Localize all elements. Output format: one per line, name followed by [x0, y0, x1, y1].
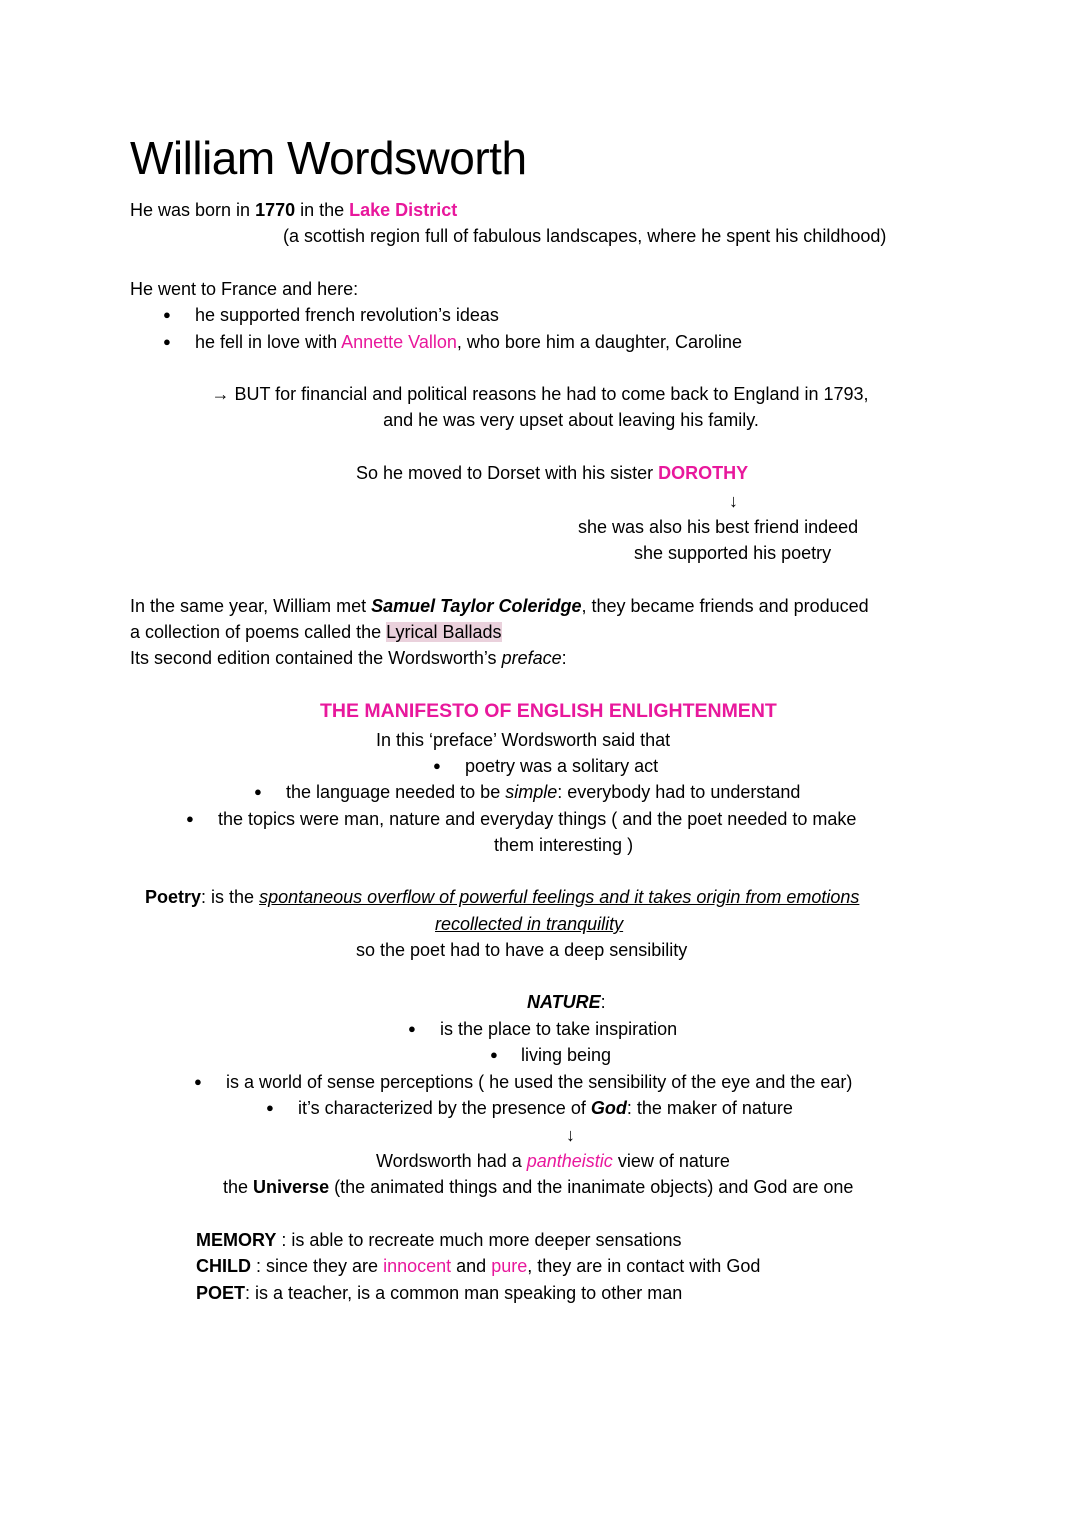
poetry-pre: : is the — [201, 887, 260, 907]
bullet-icon: ● — [254, 784, 262, 799]
nature-colon: : — [600, 992, 606, 1012]
birth-text-mid: in the — [295, 200, 350, 220]
birth-place: Lake District — [349, 200, 458, 220]
france-item-1: he supported french revolution’s ideas — [195, 305, 499, 325]
birth-line — [130, 197, 457, 223]
bullet-icon: ● — [433, 758, 441, 773]
france-item-2 — [195, 329, 742, 355]
poetry-definition-line-2 — [435, 911, 623, 937]
poetry-label: Poetry — [145, 887, 202, 907]
universe-line — [223, 1174, 853, 1200]
coleridge-line-2-pre: a collection of poems called the — [130, 622, 387, 642]
bullet-icon: ● — [194, 1074, 202, 1089]
lyrical-ballads-highlight: Lyrical Ballads — [386, 622, 502, 642]
bullet-icon: ● — [266, 1100, 274, 1115]
bullet-icon: ● — [163, 334, 171, 349]
dorset-text: So he moved to Dorset with his sister — [356, 463, 659, 483]
universe-word: Universe — [253, 1177, 330, 1197]
page-title: William Wordsworth — [130, 132, 527, 184]
but-line-1: → BUT for financial and political reasons he had to come back to England in 1793, — [211, 384, 869, 404]
poetry-note: so the poet had to have a deep sensibility — [356, 940, 688, 960]
list-item — [163, 302, 171, 328]
manifesto-item-2-post: : everybody had to understand — [557, 782, 801, 802]
pantheistic-pre: Wordsworth had a — [376, 1151, 527, 1171]
list-item — [254, 779, 262, 805]
child-line — [196, 1253, 760, 1279]
child-post: , they are in contact with God — [527, 1256, 761, 1276]
coleridge-line-3 — [130, 645, 567, 671]
france-lead: He went to France and here: — [130, 279, 359, 299]
pantheistic-post: view of nature — [612, 1151, 730, 1171]
dorset-line — [356, 460, 748, 486]
coleridge-line-2 — [130, 619, 502, 645]
manifesto-item-3-line-1: the topics were man, nature and everyday things ( and the poet needed to make — [218, 809, 857, 829]
poet-line — [196, 1280, 682, 1306]
coleridge-line-3-post: : — [561, 648, 567, 668]
child-pre: : since they are — [251, 1256, 384, 1276]
manifesto-lead: In this ‘preface’ Wordsworth said that — [376, 730, 671, 750]
nature-item-4-pre: it’s characterized by the presence of — [298, 1098, 591, 1118]
memory-line — [196, 1227, 682, 1253]
poetry-quote-2: recollected in tranquility — [435, 914, 624, 934]
manifesto-item-2 — [286, 779, 800, 805]
child-and: and — [451, 1256, 492, 1276]
manifesto-heading: THE MANIFESTO OF ENGLISH ENLIGHTENMENT — [320, 700, 777, 722]
manifesto-item-3-line-2: them interesting ) — [494, 835, 634, 855]
universe-post: (the animated things and the inanimate objects) and God are one — [329, 1177, 854, 1197]
birth-year: 1770 — [255, 200, 296, 220]
coleridge-line-3-pre: Its second edition contained the Wordsworth’s — [130, 648, 502, 668]
pantheistic-word: pantheistic — [526, 1151, 613, 1171]
annette-vallon-name: Annette Vallon — [341, 332, 457, 352]
god-word: God — [590, 1098, 627, 1118]
poet-text: : is a teacher, is a common man speaking to other man — [245, 1283, 683, 1303]
poetry-definition-line-1 — [145, 884, 859, 910]
arrow-down-icon: ↓ — [566, 1125, 575, 1145]
birth-text-pre: He was born in — [130, 200, 256, 220]
pantheistic-line — [376, 1148, 730, 1174]
coleridge-line-1 — [130, 593, 869, 619]
bullet-icon: ● — [163, 307, 171, 322]
preface-word: preface — [501, 648, 562, 668]
manifesto-item-2-pre: the language needed to be — [286, 782, 506, 802]
list-item — [408, 1016, 416, 1042]
nature-heading — [527, 989, 606, 1015]
nature-item-1: is the place to take inspiration — [440, 1019, 678, 1039]
list-item — [266, 1095, 274, 1121]
child-label: CHILD — [196, 1256, 251, 1276]
coleridge-name: Samuel Taylor Coleridge — [371, 596, 582, 616]
pure-word: pure — [491, 1256, 528, 1276]
dorothy-note-2: she supported his poetry — [634, 543, 832, 563]
memory-text: : is able to recreate much more deeper sensations — [276, 1230, 682, 1250]
universe-pre: the — [223, 1177, 254, 1197]
list-item — [490, 1042, 498, 1068]
birth-place-note: (a scottish region full of fabulous landscapes, where he spent his childhood) — [283, 226, 887, 246]
nature-item-4 — [298, 1095, 793, 1121]
coleridge-pre: In the same year, William met — [130, 596, 372, 616]
memory-label: MEMORY — [196, 1230, 277, 1250]
coleridge-post: , they became friends and produced — [581, 596, 869, 616]
list-item — [186, 806, 194, 832]
bullet-icon: ● — [186, 811, 194, 826]
nature-label: NATURE — [527, 992, 601, 1012]
list-item — [194, 1069, 202, 1095]
dorothy-note-1: she was also his best friend indeed — [578, 517, 859, 537]
bullet-icon: ● — [490, 1047, 498, 1062]
dorothy-name: DOROTHY — [658, 463, 749, 483]
bullet-icon: ● — [408, 1021, 416, 1036]
france-item-2-pre: he fell in love with — [195, 332, 342, 352]
but-line-2: and he was very upset about leaving his family. — [383, 410, 759, 430]
nature-item-4-post: : the maker of nature — [626, 1098, 793, 1118]
list-item — [163, 329, 171, 355]
manifesto-item-1: poetry was a solitary act — [465, 756, 659, 776]
poetry-quote-1: spontaneous overflow of powerful feelings and it takes origin from emotions — [259, 887, 860, 907]
france-item-2-post: , who bore him a daughter, Caroline — [456, 332, 743, 352]
nature-item-2: living being — [521, 1045, 612, 1065]
arrow-down-icon: ↓ — [729, 491, 738, 511]
poet-label: POET — [196, 1283, 246, 1303]
nature-item-3: is a world of sense perceptions ( he used the sensibility of the eye and the ear) — [226, 1072, 853, 1092]
simple-word: simple — [505, 782, 558, 802]
innocent-word: innocent — [383, 1256, 452, 1276]
list-item — [433, 753, 441, 779]
